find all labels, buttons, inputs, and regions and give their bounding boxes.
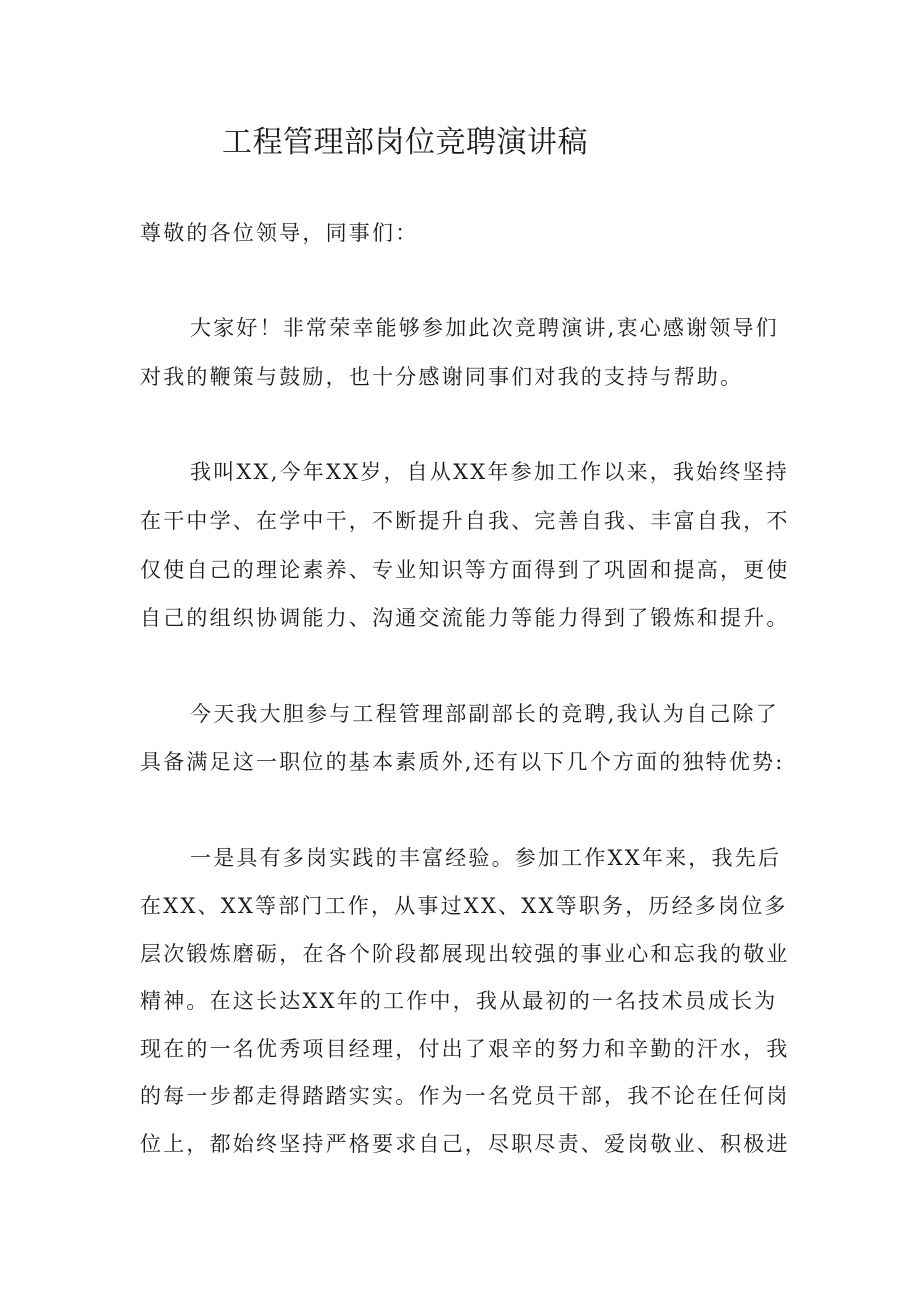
document-title: 工程管理部岗位竞聘演讲稿 <box>222 125 588 160</box>
paragraph-line: 层次锻炼磨砺，在各个阶段都展现出较强的事业心和忘我的敬业 <box>140 942 790 966</box>
paragraph-line: 位上，都始终坚持严格要求自己，尽职尽责、爱岗敬业、积极进 <box>140 1132 790 1156</box>
paragraph-line: 对我的鞭策与鼓励，也十分感谢同事们对我的支持与帮助。 <box>140 365 744 389</box>
paragraph-line: 我叫XX,今年XX岁，自从XX年参加工作以来，我始终坚持 <box>190 460 789 484</box>
paragraph-line: 具备满足这一职位的基本素质外,还有以下几个方面的独特优势: <box>140 750 785 774</box>
paragraph-line: 今天我大胆参与工程管理部副部长的竞聘,我认为自己除了 <box>190 702 779 726</box>
salutation: 尊敬的各位领导，同事们： <box>140 221 419 245</box>
paragraph-line: 精神。在这长达XX年的工作中，我从最初的一名技术员成长为 <box>140 989 778 1013</box>
paragraph-line: 仅使自己的理论素养、专业知识等方面得到了巩固和提高，更使 <box>140 558 790 582</box>
paragraph-line: 自己的组织协调能力、沟通交流能力等能力得到了锻炼和提升。 <box>140 606 790 630</box>
paragraph-line: 在干中学、在学中干，不断提升自我、完善自我、丰富自我，不 <box>140 509 790 533</box>
paragraph-line: 的每一步都走得踏踏实实。作为一名党员干部，我不论在任何岗 <box>140 1084 790 1108</box>
paragraph-line: 在XX、XX等部门工作，从事过XX、XX等职务，历经多岗位多 <box>140 894 788 918</box>
paragraph-line: 大家好！非常荣幸能够参加此次竞聘演讲,衷心感谢领导们 <box>190 316 779 340</box>
paragraph-line: 现在的一名优秀项目经理，付出了艰辛的努力和辛勤的汗水，我 <box>140 1037 790 1061</box>
paragraph-line: 一是具有多岗实践的丰富经验。参加工作XX年来，我先后 <box>190 846 782 870</box>
